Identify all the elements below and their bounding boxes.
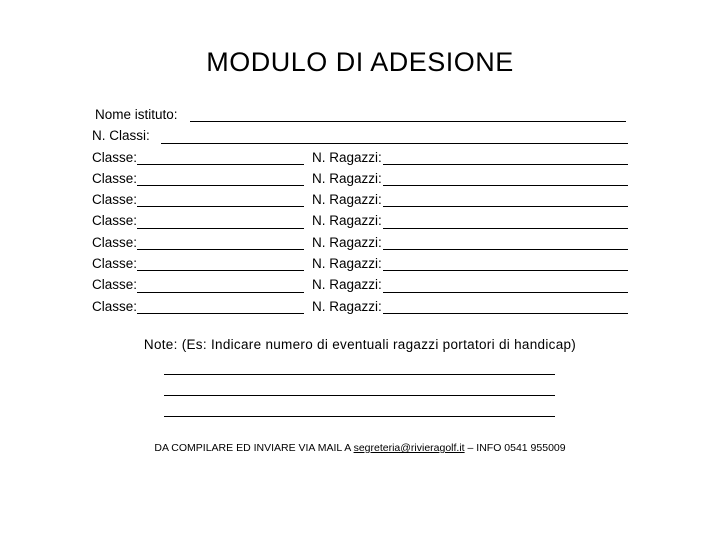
ragazzi-label: N. Ragazzi: [312,234,382,250]
ragazzi-label: N. Ragazzi: [312,170,382,186]
notes-line-3[interactable] [164,416,555,417]
classe-input-line[interactable] [137,164,304,165]
ragazzi-label: N. Ragazzi: [312,192,382,208]
classe-label: Classe: [92,149,138,165]
ragazzi-input-line[interactable] [383,185,628,186]
ragazzi-input-line[interactable] [383,228,628,229]
ragazzi-input-line[interactable] [383,270,628,271]
notes-section [0,337,720,352]
class-rows [92,147,632,317]
ragazzi-label: N. Ragazzi: [312,149,382,165]
class-row [92,147,632,168]
ragazzi-input-line[interactable] [383,292,628,293]
istituto-label: Nome istituto: [95,107,178,122]
ragazzi-label: N. Ragazzi: [312,256,382,272]
notes-label: Note: (Es: Indicare numero di eventuali ragazzi portatori di handicap) [143,337,577,352]
classe-label: Classe: [92,234,138,250]
page-title: MODULO DI ADESIONE [206,47,514,77]
footer-prefix: DA COMPILARE ED INVIARE VIA MAIL A [154,442,351,454]
classe-label: Classe: [92,170,138,186]
istituto-input-line[interactable] [190,121,626,122]
footer [0,442,720,454]
notes-line-2[interactable] [164,395,555,396]
classe-input-line[interactable] [137,313,304,314]
footer-email-link[interactable]: segreteria@rivieragolf.it [353,442,465,454]
classe-label: Classe: [92,192,138,208]
classe-label: Classe: [92,256,138,272]
classe-input-line[interactable] [137,292,304,293]
ragazzi-input-line[interactable] [383,164,628,165]
classe-input-line[interactable] [137,185,304,186]
classe-label: Classe: [92,277,138,293]
class-row [92,168,632,189]
istituto-row [92,104,632,125]
class-row [92,253,632,274]
ragazzi-label: N. Ragazzi: [312,298,382,314]
notes-line-1[interactable] [164,374,555,375]
classe-input-line[interactable] [137,249,304,250]
classi-input-line[interactable] [161,143,628,144]
classe-label: Classe: [92,298,138,314]
class-row [92,210,632,231]
classe-input-line[interactable] [137,228,304,229]
ragazzi-input-line[interactable] [383,249,628,250]
class-row [92,296,632,317]
classe-input-line[interactable] [137,270,304,271]
classi-row [92,125,632,146]
adhesion-form [92,104,632,317]
ragazzi-input-line[interactable] [383,206,628,207]
class-row [92,274,632,295]
ragazzi-label: N. Ragazzi: [312,213,382,229]
classi-label: N. Classi: [92,128,150,144]
ragazzi-label: N. Ragazzi: [312,277,382,293]
class-row [92,232,632,253]
ragazzi-input-line[interactable] [383,313,628,314]
class-row [92,189,632,210]
classe-input-line[interactable] [137,206,304,207]
classe-label: Classe: [92,213,138,229]
footer-suffix: – INFO 0541 955009 [467,442,566,454]
